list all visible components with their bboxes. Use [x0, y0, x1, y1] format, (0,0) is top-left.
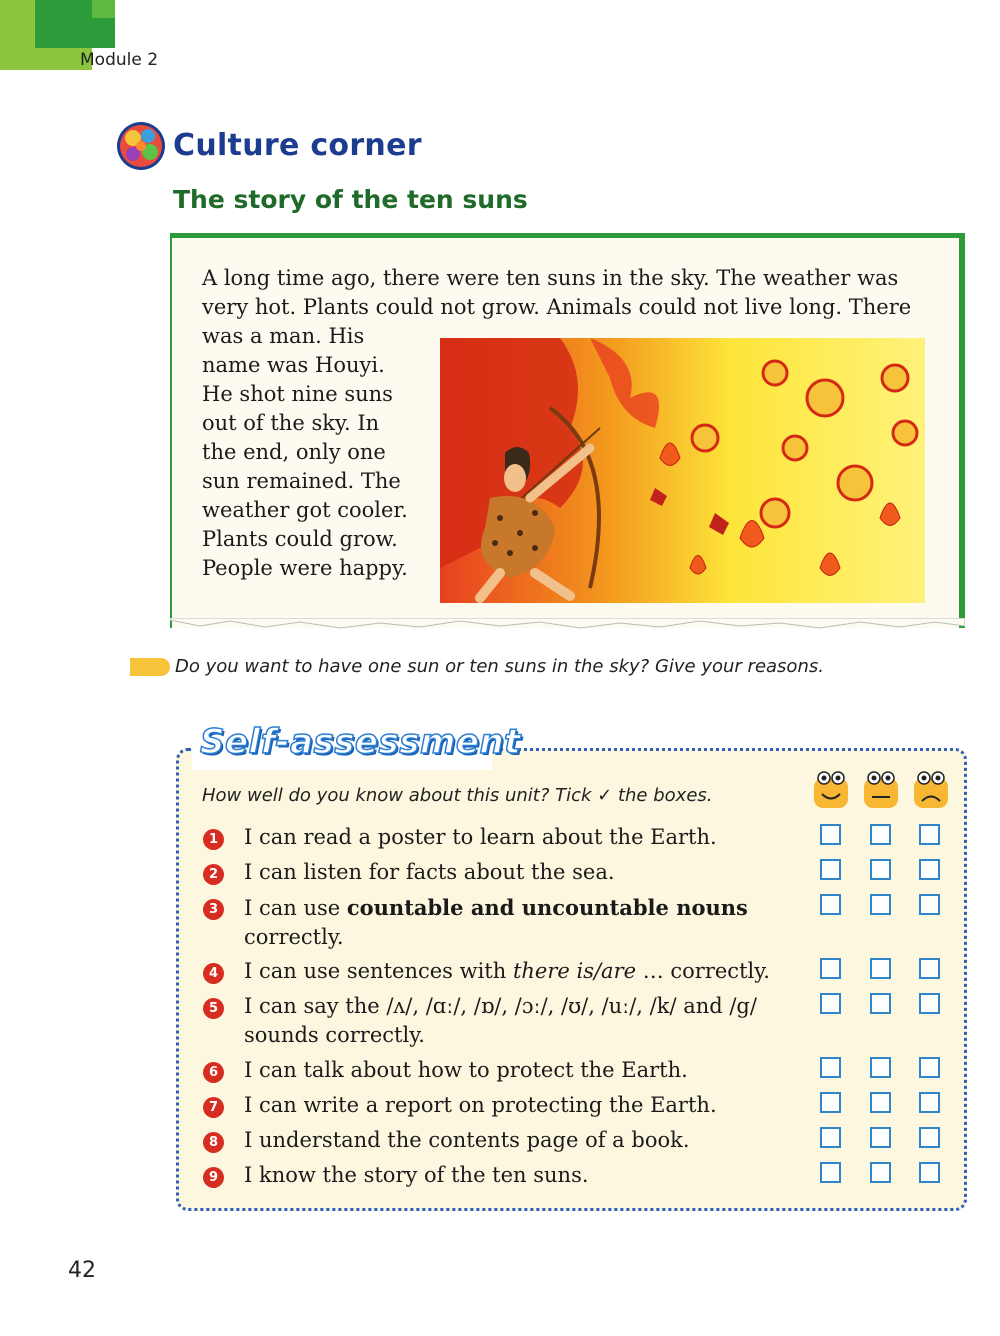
checkbox-neutral[interactable]: [870, 1057, 891, 1078]
assessment-item: [200, 957, 960, 992]
checkbox-happy[interactable]: [820, 1127, 841, 1148]
story-line: weather got cooler.: [202, 498, 408, 522]
item-number-badge: 8: [203, 1132, 224, 1153]
item-text-italic: there is/are: [512, 959, 637, 983]
assessment-item: [200, 1091, 960, 1126]
item-number-badge: 9: [203, 1167, 224, 1188]
story-line: People were happy.: [202, 556, 408, 580]
module-label: Module 2: [80, 50, 159, 70]
story-line: Plants could grow.: [202, 527, 398, 551]
item-text: I understand the contents page of a book.: [244, 1128, 690, 1152]
checkbox-sad[interactable]: [919, 958, 940, 979]
assessment-item: [200, 858, 960, 893]
item-number-badge: 7: [203, 1097, 224, 1118]
rating-boxes: [820, 823, 950, 852]
checkbox-sad[interactable]: [919, 894, 940, 915]
checkbox-happy[interactable]: [820, 859, 841, 880]
story-line: A long time ago, there were ten suns in the sky. The weather was: [202, 266, 899, 290]
story-intro: [202, 264, 932, 322]
checkbox-sad[interactable]: [919, 1092, 940, 1113]
rating-boxes: [820, 893, 950, 922]
discussion-question: Do you want to have one sun or ten suns in the sky? Give your reasons.: [175, 656, 824, 677]
corner-block-mid: [92, 0, 115, 18]
checkbox-happy[interactable]: [820, 1162, 841, 1183]
item-number-badge: 4: [203, 963, 224, 984]
story-line: He shot nine suns: [202, 382, 393, 406]
assessment-item: [200, 823, 960, 858]
neutral-face-icon: [864, 772, 898, 808]
page-number: 42: [68, 1258, 96, 1283]
assessment-item: [200, 1126, 960, 1161]
item-number-badge: 1: [203, 829, 224, 850]
item-number-badge: 2: [203, 864, 224, 885]
sad-face-icon: [914, 772, 948, 808]
self-assessment-list: [200, 823, 960, 1196]
assessment-item: [200, 992, 960, 1056]
happy-face-icon: [814, 772, 848, 808]
face-rating-icons: [812, 770, 952, 810]
story-line: name was Houyi.: [202, 353, 385, 377]
torn-paper-edge: [170, 618, 965, 638]
checkbox-sad[interactable]: [919, 859, 940, 880]
item-text: I can read a poster to learn about the Earth.: [244, 825, 717, 849]
rating-boxes: [820, 992, 950, 1021]
self-assessment-intro: How well do you know about this unit? Tick ✓ the boxes.: [202, 785, 713, 806]
story-line: the end, only one: [202, 440, 386, 464]
checkbox-neutral[interactable]: [870, 859, 891, 880]
checkbox-neutral[interactable]: [870, 894, 891, 915]
rating-boxes: [820, 957, 950, 986]
checkbox-happy[interactable]: [820, 1057, 841, 1078]
item-text: I can write a report on protecting the Earth.: [244, 1093, 717, 1117]
rating-boxes: [820, 858, 950, 887]
rating-boxes: [820, 1126, 950, 1155]
item-text-line2: correctly.: [244, 925, 344, 949]
checkbox-happy[interactable]: [820, 894, 841, 915]
story-line: sun remained. The: [202, 469, 401, 493]
checkbox-neutral[interactable]: [870, 993, 891, 1014]
houyi-shooting-suns-illustration: [440, 338, 925, 603]
item-text: I can listen for facts about the sea.: [244, 860, 615, 884]
item-number-badge: 5: [203, 998, 224, 1019]
checkbox-sad[interactable]: [919, 1162, 940, 1183]
item-number-badge: 3: [203, 899, 224, 920]
item-number-badge: 6: [203, 1062, 224, 1083]
story-box: [170, 233, 965, 628]
self-assessment-title: Self-assessment: [200, 722, 521, 762]
checkbox-happy[interactable]: [820, 824, 841, 845]
culture-corner-title: Culture corner: [173, 128, 422, 163]
rating-boxes: [820, 1161, 950, 1190]
item-text-line2: sounds correctly.: [244, 1023, 425, 1047]
item-text: I can say the /ʌ/, /ɑː/, /ɒ/, /ɔː/, /ʊ/, /uː/, /k/ and /g/: [244, 994, 757, 1018]
checkbox-sad[interactable]: [919, 1127, 940, 1148]
checkbox-sad[interactable]: [919, 1057, 940, 1078]
story-column: [202, 322, 432, 583]
assessment-item: [200, 1056, 960, 1091]
story-line: very hot. Plants could not grow. Animals could not live long. There: [202, 295, 912, 319]
checkbox-neutral[interactable]: [870, 824, 891, 845]
item-text-post: … correctly.: [636, 959, 770, 983]
checkbox-happy[interactable]: [820, 993, 841, 1014]
checkbox-neutral[interactable]: [870, 958, 891, 979]
question-marker-icon: [130, 658, 170, 676]
story-line: was a man. His: [202, 324, 365, 348]
story-line: out of the sky. In: [202, 411, 380, 435]
checkbox-neutral[interactable]: [870, 1092, 891, 1113]
assessment-item: [200, 1161, 960, 1196]
item-text: I can talk about how to protect the Earth.: [244, 1058, 688, 1082]
assessment-item: [200, 893, 960, 957]
rating-boxes: [820, 1056, 950, 1085]
checkbox-happy[interactable]: [820, 958, 841, 979]
item-text: I can use: [244, 896, 347, 920]
item-text-bold: countable and uncountable nouns: [346, 895, 748, 920]
checkbox-sad[interactable]: [919, 824, 940, 845]
globe-icon: [115, 120, 167, 172]
checkbox-sad[interactable]: [919, 993, 940, 1014]
item-text: I can use sentences with: [244, 959, 513, 983]
checkbox-neutral[interactable]: [870, 1127, 891, 1148]
story-title: The story of the ten suns: [173, 185, 528, 214]
rating-boxes: [820, 1091, 950, 1120]
checkbox-happy[interactable]: [820, 1092, 841, 1113]
item-text: I know the story of the ten suns.: [244, 1163, 589, 1187]
checkbox-neutral[interactable]: [870, 1162, 891, 1183]
